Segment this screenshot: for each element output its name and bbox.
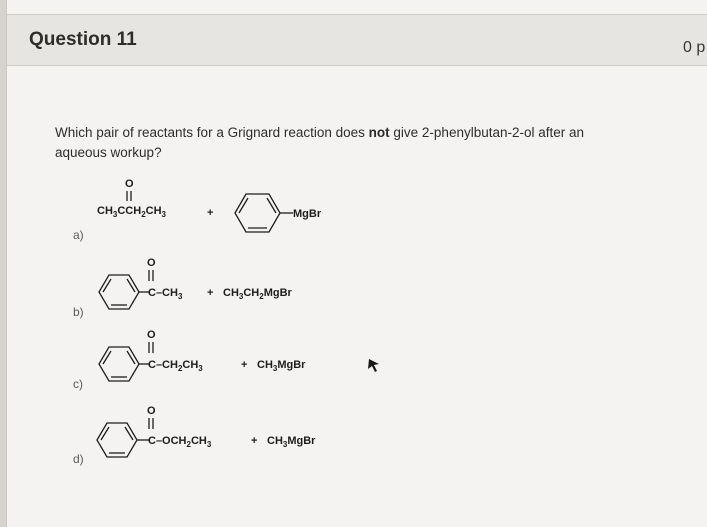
option-b-structure[interactable] xyxy=(93,252,353,312)
mouse-pointer-icon xyxy=(367,358,381,374)
question-header xyxy=(7,14,707,66)
option-b-reagent: $CH_3CH_2MgBr$ xyxy=(223,287,292,301)
option-d-ester: $C-OCH_2CH_3$ xyxy=(148,435,212,449)
option-b-oxygen: O xyxy=(147,257,156,269)
option-b-label[interactable]: b) xyxy=(73,305,84,319)
question-text xyxy=(55,123,615,163)
option-a-ketone: $CH_3CCH_2CH_3$ xyxy=(97,205,166,219)
question-text-emphasis: not xyxy=(368,125,390,140)
option-c-oxygen: O xyxy=(147,329,156,341)
question-points: 0 p xyxy=(683,39,706,56)
option-d-plus: + xyxy=(251,435,258,447)
option-a-oxygen: O xyxy=(125,178,134,190)
option-a-plus: + xyxy=(207,207,214,219)
benzene-ring-icon xyxy=(99,347,139,381)
option-a-reagent: MgBr xyxy=(293,208,322,220)
option-c-structure[interactable] xyxy=(93,324,363,384)
option-b-plus: + xyxy=(207,287,214,299)
option-d-oxygen: O xyxy=(147,405,156,417)
option-d-reagent: $CH_3MgBr$ xyxy=(267,435,316,449)
benzene-ring-icon xyxy=(97,423,137,457)
question-card xyxy=(6,0,707,527)
benzene-ring-icon xyxy=(99,275,139,309)
option-b-carbonyl: $C-CH_3$ xyxy=(148,287,183,301)
question-text-end: give 2-phenylbutan-2-ol after an aqueous workup? xyxy=(55,125,585,160)
option-c-plus: + xyxy=(241,359,248,371)
option-a-structure[interactable] xyxy=(89,172,349,236)
option-c-reagent: $CH_3MgBr$ xyxy=(257,359,306,373)
question-title: Question 11 xyxy=(29,29,137,50)
question-text-start: Which pair of reactants for a Grignard reaction does xyxy=(55,125,369,140)
option-a-label[interactable]: a) xyxy=(73,228,84,242)
option-d-label[interactable]: d) xyxy=(73,452,84,466)
option-d-structure[interactable] xyxy=(91,400,361,460)
benzene-ring-icon xyxy=(235,194,280,232)
option-c-label[interactable]: c) xyxy=(73,377,83,391)
option-c-carbonyl: $C-CH_2CH_3$ xyxy=(148,359,203,373)
